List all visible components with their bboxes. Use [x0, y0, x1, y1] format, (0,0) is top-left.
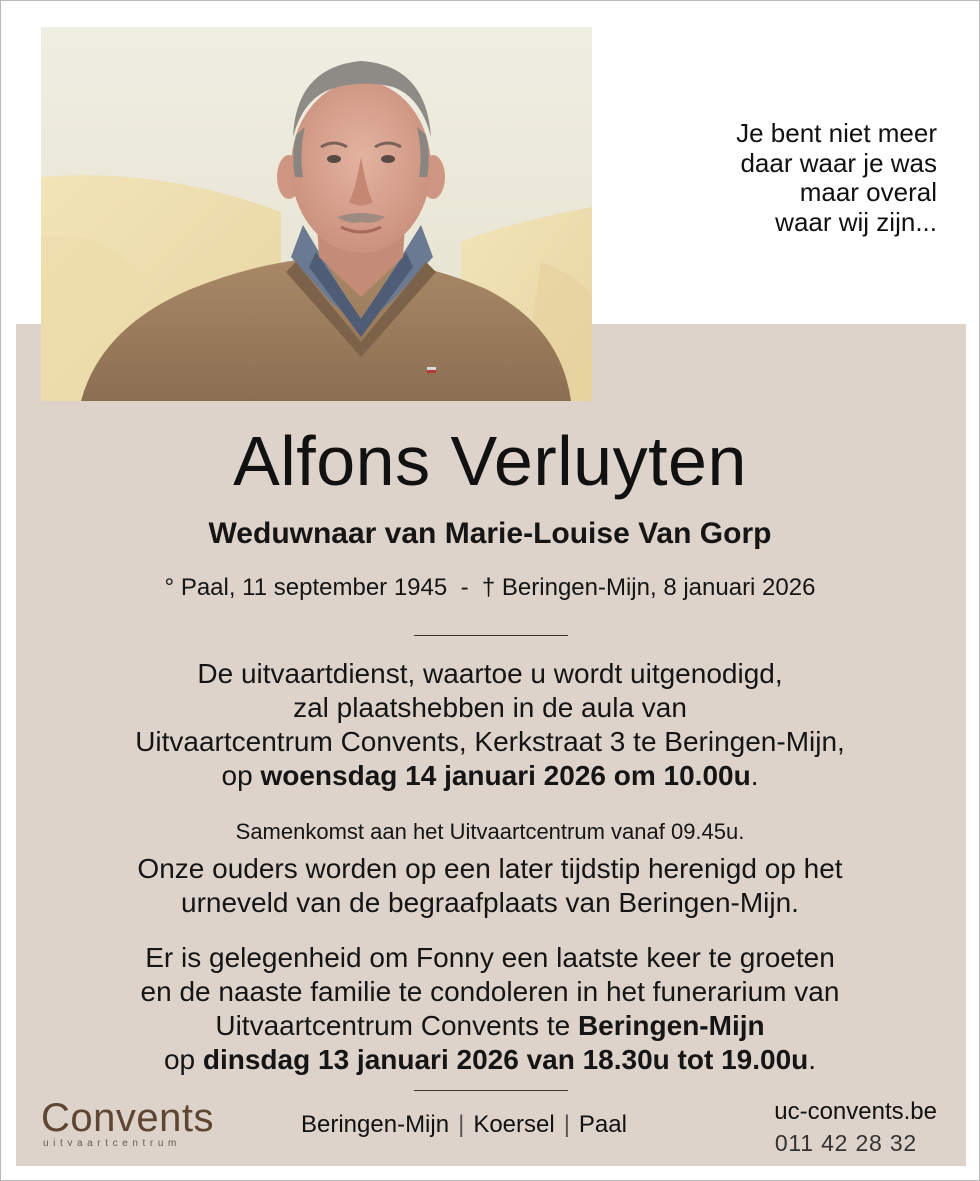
ceremony-suffix: . [750, 760, 759, 791]
gathering-line: Samenkomst aan het Uitvaartcentrum vanaf 09.45u. [235, 819, 745, 844]
visitation-datetime: dinsdag 13 januari 2026 van 18.30u tot 19.00u [202, 1044, 809, 1075]
visitation-prefix: op [163, 1044, 203, 1075]
portrait-photo [41, 27, 592, 401]
ceremony-line: De uitvaartdienst, waartoe u wordt uitgenodigd, [197, 658, 783, 689]
quote-line: daar waar je was [740, 147, 937, 178]
visitation-suffix: . [808, 1044, 817, 1075]
quote-line: Je bent niet meer [736, 118, 937, 148]
visitation-line: Er is gelegenheid om Fonny een laatste keer te groeten [145, 942, 835, 973]
contact-info [697, 1097, 937, 1158]
quote-line: maar overal [799, 177, 937, 207]
logo-wordmark: Convents [41, 1096, 214, 1140]
visitation-datetime-line [1, 1043, 979, 1077]
visitation-location-line [1, 1009, 979, 1043]
portrait-illustration [41, 27, 592, 401]
logo-subtitle: uitvaartcentrum [43, 1138, 181, 1149]
divider-top [414, 635, 568, 636]
ceremony-line: zal plaatshebben in de aula van [293, 692, 687, 723]
website-link[interactable]: uc-convents.be [774, 1098, 937, 1125]
ceremony-datetime: woensdag 14 januari 2026 om 10.00u [260, 760, 751, 791]
ceremony-datetime-line [1, 759, 979, 793]
location-item: Beringen-Mijn [301, 1111, 450, 1138]
quote-line: waar wij zijn... [775, 206, 937, 237]
phone-number: 011 42 28 32 [774, 1130, 917, 1156]
location-separator: | [563, 1111, 570, 1138]
relation-line: Weduwnaar van Marie-Louise Van Gorp [208, 517, 772, 550]
reunion-line: urneveld van de begraafplaats van Beringen-Mijn. [181, 887, 799, 918]
visitation-line: en de naaste familie te condoleren in het funerarium van [140, 976, 840, 1007]
visitation-paragraph [1, 941, 979, 1077]
date-separator: - [460, 574, 469, 601]
life-dates [1, 572, 979, 604]
location-list [301, 1109, 661, 1141]
ceremony-line: Uitvaartcentrum Convents, Kerkstraat 3 te Beringen-Mijn, [135, 726, 845, 757]
visitation-location: Beringen-Mijn [577, 1010, 765, 1041]
memorial-quote [637, 119, 937, 237]
location-item: Koersel [473, 1111, 555, 1138]
divider-bottom [414, 1090, 568, 1091]
reunion-line: Onze ouders worden op een later tijdstip herenigd op het [137, 853, 843, 884]
deceased-name: Alfons Verluyten [233, 422, 747, 500]
visitation-location-prefix: Uitvaartcentrum Convents te [215, 1010, 578, 1041]
location-item: Paal [578, 1111, 627, 1138]
convents-logo [41, 1096, 261, 1150]
birth-date: ° Paal, 11 september 1945 [164, 574, 448, 601]
ceremony-prefix: op [221, 760, 261, 791]
location-separator: | [458, 1111, 465, 1138]
reunion-paragraph [1, 852, 979, 920]
death-date: † Beringen-Mijn, 8 januari 2026 [481, 574, 816, 601]
ceremony-paragraph [1, 657, 979, 793]
